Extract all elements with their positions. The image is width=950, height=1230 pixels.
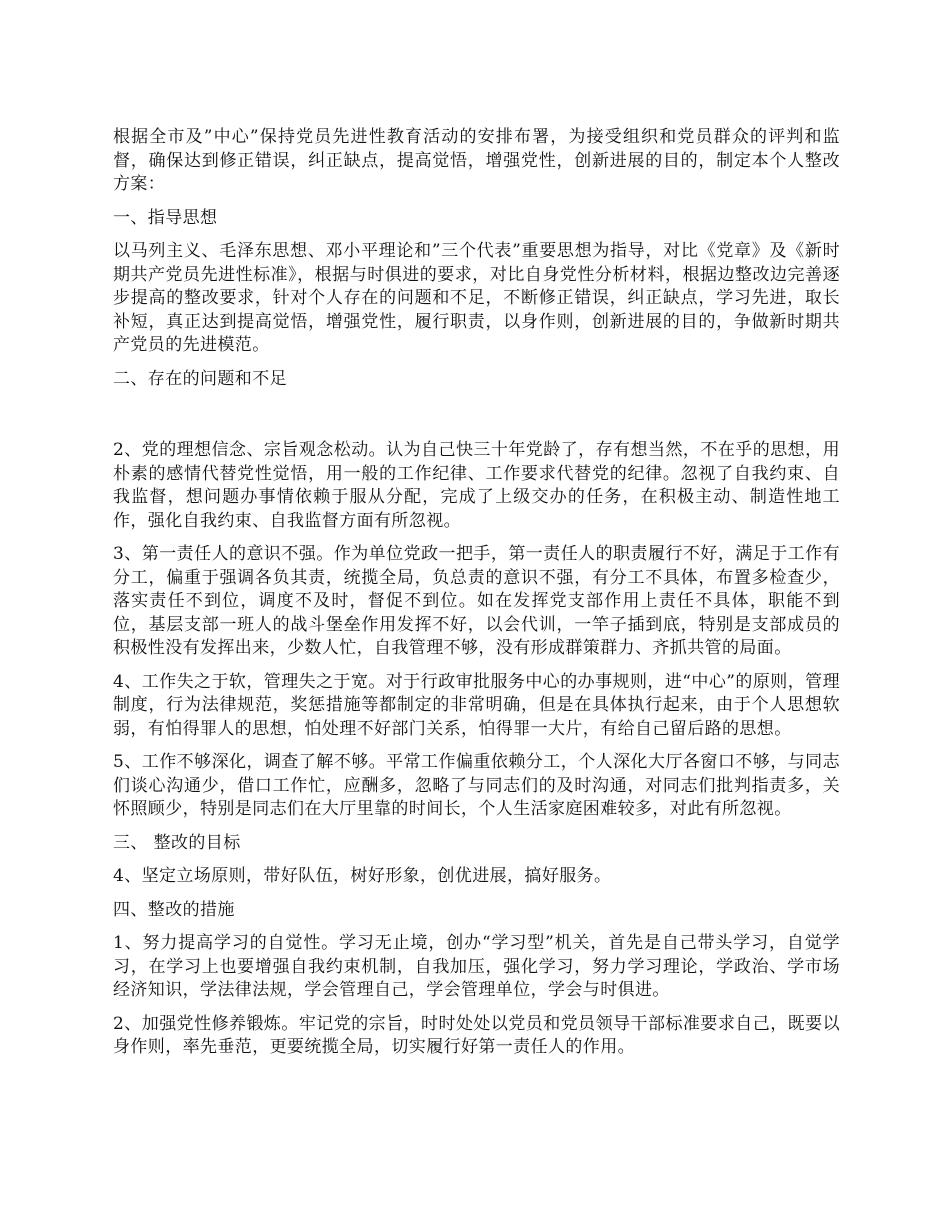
section-heading-problems: 二、存在的问题和不足 [113,368,287,389]
section-heading-guiding-ideology: 一、指导思想 [113,207,218,228]
intro-paragraph: 根据全市及”中心”保持党员先进性教育活动的安排布署，为接受组织和党员群众的评判和监督，确保达到修正错误，纠正缺点，提高觉悟，增强党性，创新进展的目的，制定本个人整改方案： [113,127,840,194]
problem-item-4: 4、工作失之于软，管理失之于宽。对于行政审批服务中心的办事规则，进“中心”的原则，管理制度，行为法律规范，奖惩措施等都制定的非常明确，但是在具体执行起来，由于个人思想软弱，有怕得罪人的思想，怕处理不好部门关系，怕得罪一大片，有给自己留后路的思想。 [113,671,840,739]
section-heading-goals: 三、 整改的目标 [113,832,241,853]
problem-item-5: 5、工作不够深化，调查了解不够。平常工作偏重依赖分工，个人深化大厅各窗口不够，与同志们谈心沟通少，借口工作忙，应酬多，忽略了与同志们的及时沟通，对同志们批判指责多，关怀照顾少，特别是同志们在大厅里靠的时间长，个人生活家庭困难较多，对此有所忽视。 [113,752,840,819]
blank-gap [113,401,840,439]
document-body [113,126,840,1070]
section-heading-measures: 四、整改的措施 [113,899,235,920]
measure-item-1: 1、努力提高学习的自觉性。学习无止境，创办“学习型”机关，首先是自己带头学习，自觉学习，在学习上也要增强自我约束机制，自我加压，强化学习，努力学习理论，学政治、学市场经济知识，学法律法规，学会管理自己，学会管理单位，学会与时俱进。 [113,933,840,1000]
problem-item-2: 2、党的理想信念、宗旨观念松动。认为自己快三十年党龄了，存有想当然，不在乎的思想，用朴素的感情代替党性觉悟，用一般的工作纪律、工作要求代替党的纪律。忽视了自我约束、自我监督，想问题办事情依赖于服从分配，完成了上级交办的任务，在积极主动、制造性地工作，强化自我约束、自我监督方面有所忽视。 [113,440,840,531]
guiding-ideology-paragraph: 以马列主义、毛泽东思想、邓小平理论和”三个代表”重要思想为指导，对比《党章》及《新时期共产党员先进性标准》，根据与时俱进的要求，对比自身党性分析材料，根据边整改边完善逐步提高的整改要求，针对个人存在的问题和不足，不断修正错误，纠正缺点，学习先进，取长补短，真正达到提高觉悟，增强党性，履行职责，以身作则，创新进展的目的，争做新时期共产党员的先进模范。 [113,241,840,355]
measure-item-2: 2、加强党性修养锻炼。牢记党的宗旨，时时处处以党员和党员领导干部标准要求自己，既要以身作则，率先垂范，更要统揽全局，切实履行好第一责任人的作用。 [113,1013,840,1057]
problem-item-3: 3、第一责任人的意识不强。作为单位党政一把手，第一责任人的职责履行不好，满足于工作有分工，偏重于强调各负其责，统揽全局，负总责的意识不强，有分工不具体，布置多检查少，落实责任不到位，调度不及时，督促不到位。如在发挥党支部作用上责任不具体，职能不到位，基层支部一班人的战斗堡垒作用发挥不好，以会代训，一竿子插到底，特别是支部成员的积极性没有发挥出来，少数人忙，自我管理不够，没有形成群策群力、齐抓共管的局面。 [113,544,840,658]
goal-item-4: 4、坚定立场原则，带好队伍，树好形象，创优进展，搞好服务。 [113,866,612,886]
